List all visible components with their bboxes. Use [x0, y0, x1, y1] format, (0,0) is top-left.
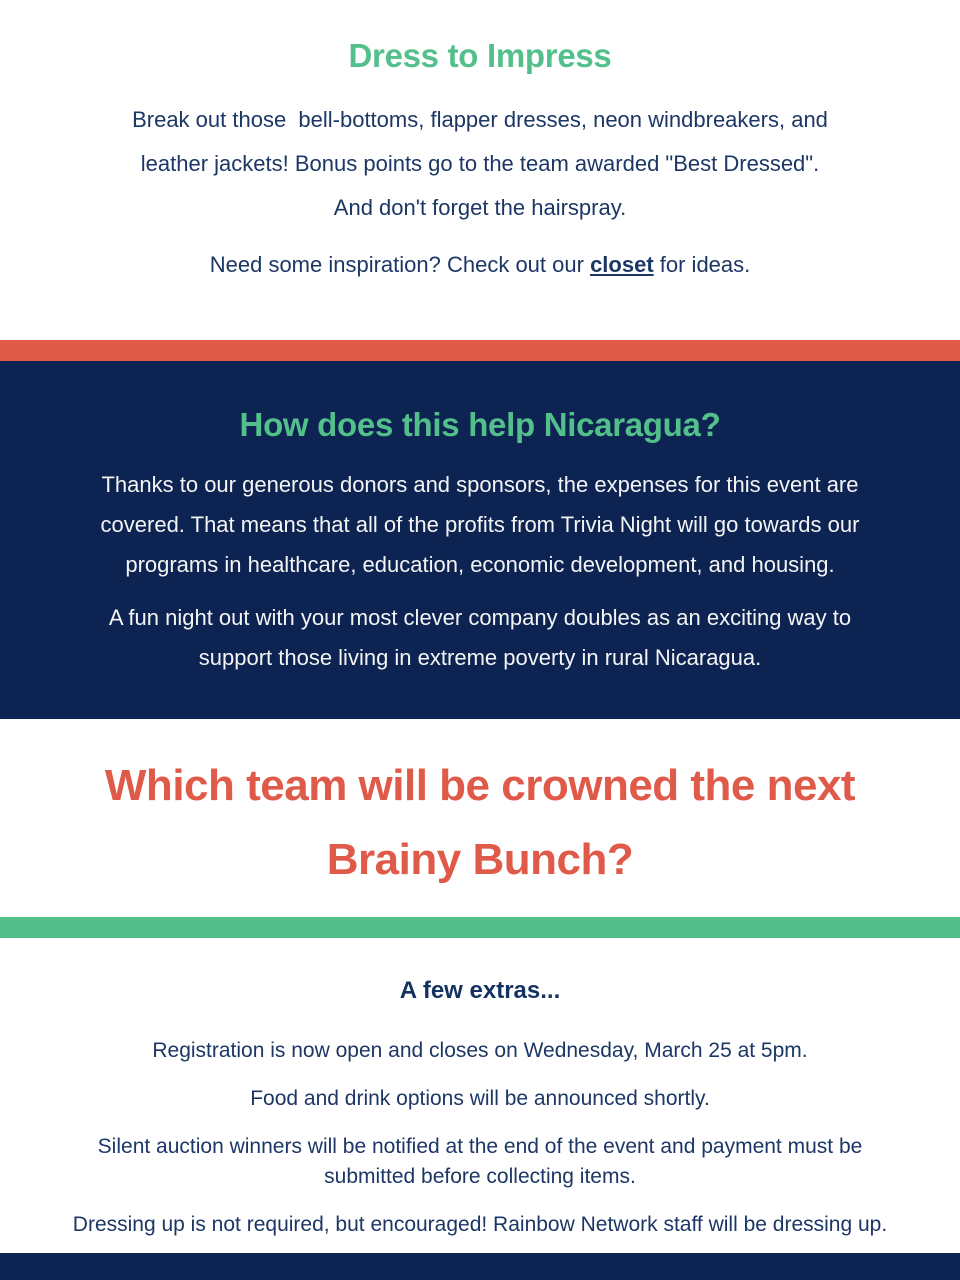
nicaragua-para2-line: A fun night out with your most clever company doubles as an exciting way to — [108, 605, 852, 630]
closet-link[interactable]: closet — [590, 252, 654, 277]
dress-title: Dress to Impress — [348, 37, 612, 74]
nicaragua-para2-line: support those living in extreme poverty in rural Nicaragua. — [198, 645, 762, 670]
extras-title: A few extras... — [399, 977, 561, 1004]
dress-body-line: leather jackets! Bonus points go to the team awarded "Best Dressed". — [140, 151, 820, 176]
extras-item-line: Silent auction winners will be notified at the end of the event and payment must be — [97, 1135, 863, 1158]
crowned-title — [0, 749, 960, 897]
nicaragua-para1-line: Thanks to our generous donors and sponsors, the expenses for this event are — [101, 472, 859, 497]
extras-item-line: Registration is now open and closes on Wednesday, March 25 at 5pm. — [152, 1039, 808, 1062]
dress-body-line: And don't forget the hairspray. — [333, 195, 627, 220]
nicaragua-paragraph-2 — [0, 598, 960, 678]
extras-item-line: submitted before collecting items. — [324, 1165, 636, 1188]
extras-item-line: Food and drink options will be announced shortly. — [250, 1087, 710, 1110]
divider-bar-green — [0, 917, 960, 938]
divider-bar-red — [0, 340, 960, 361]
inspiration-suffix: for ideas. — [653, 252, 751, 277]
nicaragua-section — [0, 361, 960, 719]
crowned-title-line: Which team will be crowned the next — [104, 761, 856, 810]
inspiration-line — [0, 250, 960, 280]
extras-item-silent-auction — [0, 1132, 960, 1192]
dress-body — [0, 98, 960, 230]
extras-section — [0, 938, 960, 1253]
dress-section — [0, 0, 960, 340]
footer-bar — [0, 1253, 960, 1280]
nicaragua-paragraph-1 — [0, 465, 960, 585]
extras-item-line: Dressing up is not required, but encouraged! Rainbow Network staff will be dressing up. — [72, 1213, 888, 1236]
extras-item-registration — [0, 1036, 960, 1066]
crowned-section — [0, 719, 960, 917]
nicaragua-title: How does this help Nicaragua? — [239, 406, 721, 443]
crowned-title-line: Brainy Bunch? — [326, 835, 634, 884]
dress-body-line: Break out those bell-bottoms, flapper dresses, neon windbreakers, and — [132, 107, 828, 132]
inspiration-prefix: Need some inspiration? Check out our — [209, 252, 591, 277]
nicaragua-para1-line: covered. That means that all of the profits from Trivia Night will go towards our — [100, 512, 860, 537]
extras-item-dressing-up — [0, 1210, 960, 1240]
extras-item-food — [0, 1084, 960, 1114]
nicaragua-para1-line: programs in healthcare, education, economic development, and housing. — [125, 552, 835, 577]
